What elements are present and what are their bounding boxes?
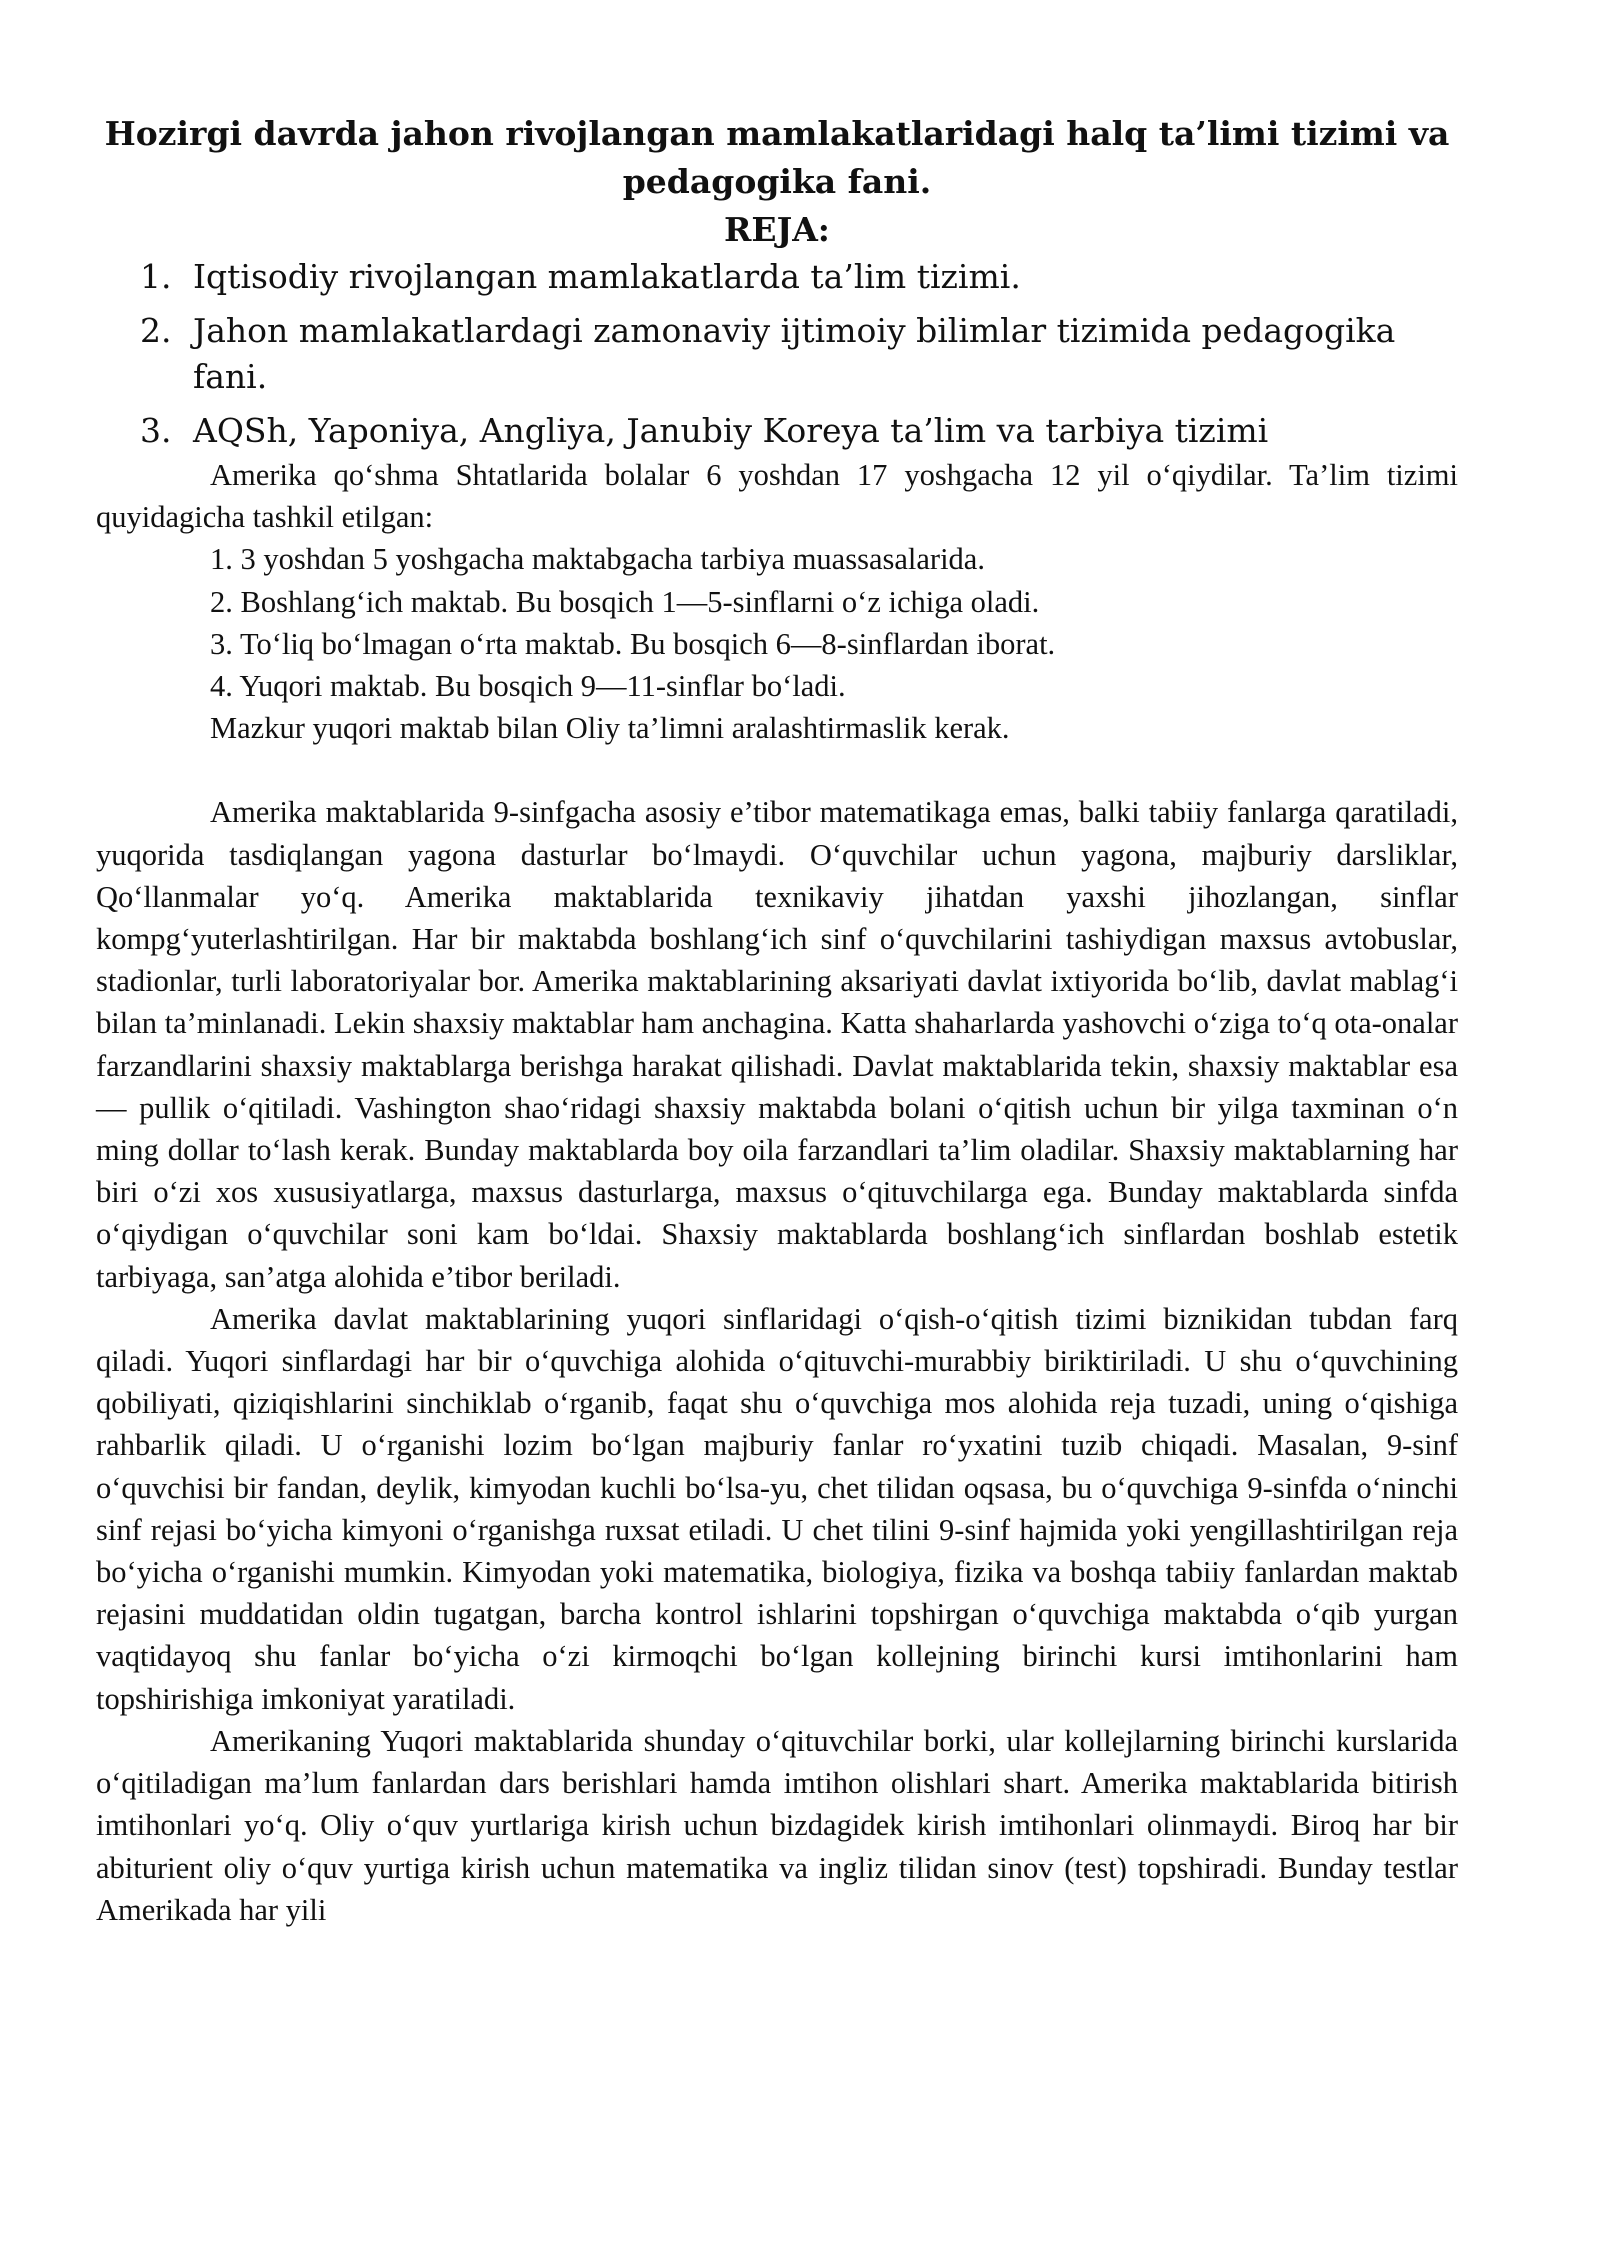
stage-item: 3. To‘liq bo‘lmagan o‘rta maktab. Bu bosqich 6—8-sinflardan iborat.	[210, 626, 1056, 661]
body-paragraph: Amerika davlat maktablarining yuqori sinflaridagi o‘qish-o‘qitish tizimi biznikidan tubdan farq qiladi. Yuqori sinflardagi har bir o‘quvchiga alohida o‘qituvchi-murabbiy biriktiriladi. U shu o‘quvchining qobiliyati, qiziqishlarini sinchiklab o‘rganib, faqat shu o‘quvchiga mos alohida reja tuzadi, uning o‘qishiga rahbarlik qiladi. U o‘rganishi lozim bo‘lgan majburiy fanlar ro‘yxatini tuzib chiqadi. Masalan, 9-sinf o‘quvchisi bir fandan, deylik, kimyodan kuchli bo‘lsa-yu, chet tilidan oqsasa, bu o‘quvchiga 9-sinfda o‘ninchi sinf rejasi bo‘yicha kimyoni o‘rganishga ruxsat etiladi. U chet tilini 9-sinf hajmida yoki yengillashtirilgan reja bo‘yicha o‘rganishi mumkin. Kimyodan yoki matematika, biologiya, fizika va boshqa tabiiy fanlardan maktab rejasini muddatidan oldin tugatgan, barcha kontrol ishlarini topshirgan o‘quvchiga maktabda o‘qib yurgan vaqtidayoq shu fanlar bo‘yicha o‘zi kirmoqchi bo‘lgan kollejning birinchi kursi imtihonlarini ham topshirishiga imkoniyat yaratiladi.	[96, 1301, 1458, 1716]
body-paragraph: Amerika maktablarida 9-sinfgacha asosiy e’tibor matematikaga emas, balki tabiiy fanlarga qaratiladi, yuqorida tasdiqlangan yagona dasturlar bo‘lmaydi. O‘quvchilar uchun yagona, majburiy darsliklar, Qo‘llanmalar yo‘q. Amerika maktablarida texnikaviy jihatdan yaxshi jihozlangan, sinflar kompg‘yuterlashtirilgan. Har bir maktabda boshlang‘ich sinf o‘quvchilarini tashiydigan maxsus avtobuslar, stadionlar, turli laboratoriyalar bor. Amerika maktablarining aksariyati davlat ixtiyorida bo‘lib, davlat mablag‘i bilan ta’minlanadi. Lekin shaxsiy maktablar ham anchagina. Katta shaharlarda yashovchi o‘ziga to‘q ota-onalar farzandlarini shaxsiy maktablarga berishga harakat qilishadi. Davlat maktablarida tekin, shaxsiy maktablar esa — pullik o‘qitiladi. Vashington shao‘ridagi shaxsiy maktabda bolani o‘qitish uchun bir yilga taxminan o‘n ming dollar to‘lash kerak. Bunday maktablarda boy oila farzandlari ta’lim oladilar. Shaxsiy maktablarning har biri o‘zi xos xususiyatlarga, maxsus dasturlarga, maxsus o‘qituvchilarga ega. Bunday maktablarda sinfda o‘qiydigan o‘quvchilar soni kam bo‘ldai. Shaxsiy maktablarda boshlang‘ich sinflardan boshlab estetik tarbiyaga, san’atga alohida e’tibor beriladi.	[96, 795, 1458, 1294]
body-paragraph: Amerikaning Yuqori maktablarida shunday o‘qituvchilar borki, ular kollejlarning birinchi kurslarida o‘qitiladigan ma’lum fanlardan dars berishlari hamda imtihon olishlari shart. Amerika maktablarida bitirish imtihonlari yo‘q. Oliy o‘quv yurtlariga kirish uchun bizdagidek kirish imtihonlari olinmaydi. Biroq har bir abiturient oliy o‘quv yurtiga kirish uchun matematika va ingliz tilidan sinov (test) topshiradi. Bunday testlar Amerikada har yili	[96, 1723, 1458, 1927]
stage-item: 1. 3 yoshdan 5 yoshgacha maktabgacha tarbiya muassasalarida.	[210, 542, 985, 577]
stage-note: Mazkur yuqori maktab bilan Oliy ta’limni aralashtirmaslik kerak.	[210, 711, 1010, 746]
stages-list	[96, 538, 1458, 749]
plan-list	[96, 254, 1458, 454]
document-page	[96, 110, 1458, 1931]
plan-heading: REJA:	[724, 210, 830, 249]
plan-item-text: Jahon mamlakatlardagi zamonaviy ijtimoiy bilimlar tizimida pedagogika fani.	[193, 311, 1396, 396]
plan-item	[96, 408, 1458, 454]
plan-item-number: 2.	[140, 311, 172, 350]
stage-item: 4. Yuqori maktab. Bu bosqich 9—11-sinflar bo‘ladi.	[210, 669, 846, 704]
blank-line	[96, 749, 1458, 791]
plan-item-text: AQSh, Yaponiya, Angliya, Janubiy Koreya ta’lim va tarbiya tizimi	[193, 411, 1269, 450]
plan-item-number: 1.	[140, 257, 172, 296]
plan-item	[96, 254, 1458, 300]
intro-paragraph: Amerika qo‘shma Shtatlarida bolalar 6 yoshdan 17 yoshgacha 12 yil o‘qiydilar. Ta’lim tizimi quyidagicha tashkil etilgan:	[96, 458, 1458, 535]
stage-item: 2. Boshlang‘ich maktab. Bu bosqich 1—5-sinflarni o‘z ichiga oladi.	[210, 584, 1040, 619]
plan-item-number: 3.	[140, 411, 172, 450]
document-title: Hozirgi davrda jahon rivojlangan mamlakatlaridagi halq ta’limi tizimi va pedagogika fani.	[104, 114, 1450, 201]
plan-item-text: Iqtisodiy rivojlangan mamlakatlarda ta’lim tizimi.	[193, 257, 1021, 296]
plan-item	[96, 308, 1458, 400]
